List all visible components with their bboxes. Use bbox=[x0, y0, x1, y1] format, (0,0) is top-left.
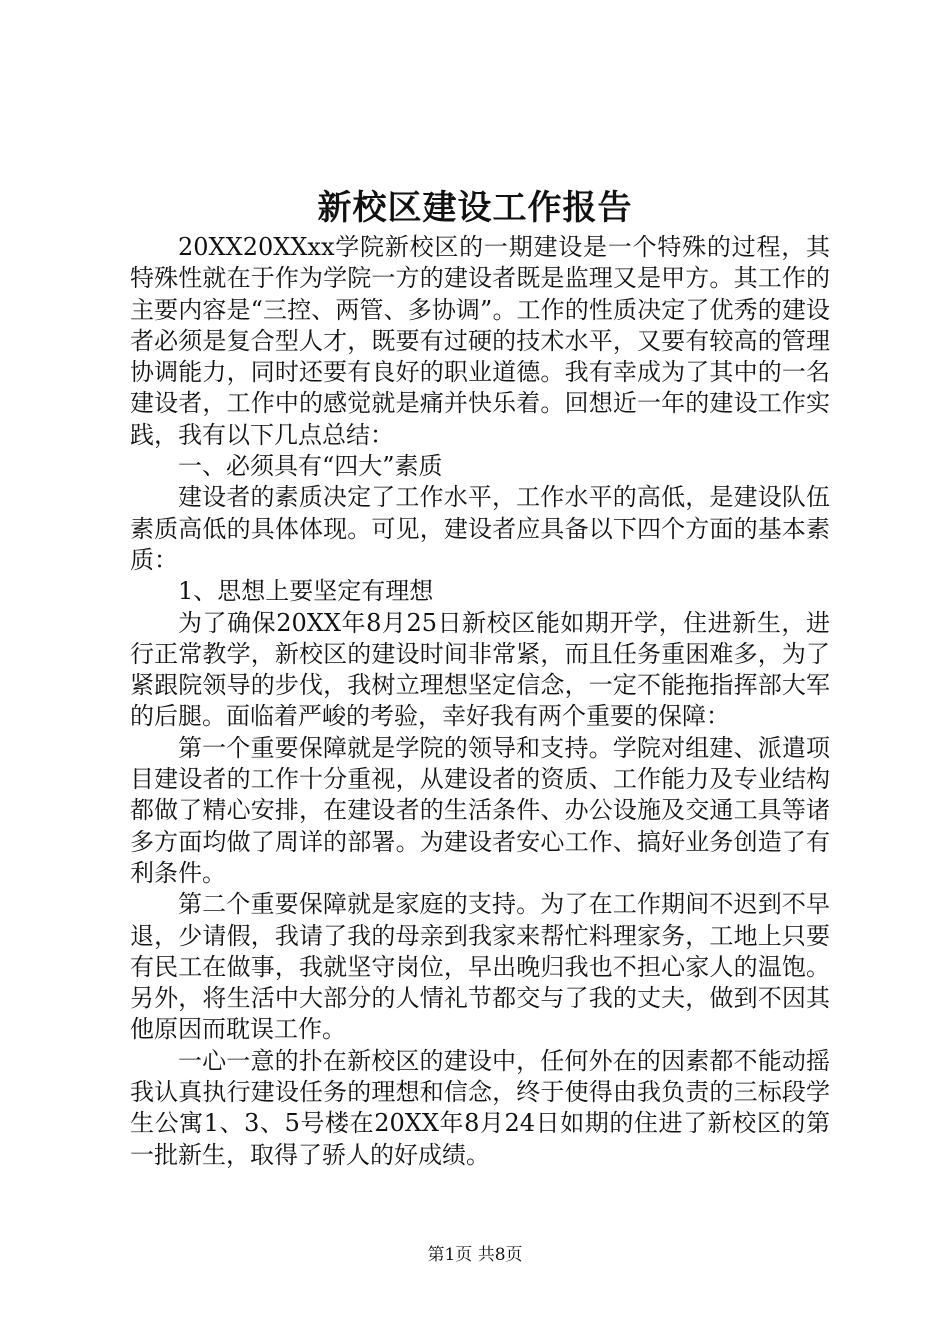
section-heading-1: 一、必须具有“四大”素质 bbox=[178, 452, 443, 481]
paragraph-quality: 建设者的素质决定了工作水平，工作水平的高低，是建设队伍素质高低的具体体现。可见，建设者应具备以下四个方面的基本素质： bbox=[130, 483, 830, 574]
paragraph-schedule: 为了确保20XX年8月25日新校区能如期开学，住进新生，进行正常教学，新校区的建设时间非常紧，而且任务重困难多，为了紧跟院领导的步伐，我树立理想坚定信念，一定不能拖指挥部大军的后腿。面临着严峻的考验，幸好我有两个重要的保障： bbox=[130, 608, 830, 731]
document-body bbox=[130, 232, 830, 1171]
document-title: 新校区建设工作报告 bbox=[317, 188, 633, 228]
paragraph-intro: 20XX20XXxx学院新校区的一期建设是一个特殊的过程，其特殊性就在于作为学院一方的建设者既是监理又是甲方。其工作的主要内容是“三控、两管、多协调”。工作的性质决定了优秀的建设者必须是复合型人才，既要有过硬的技术水平，又要有较高的管理协调能力，同时还要有良好的职业道德。我有幸成为了其中的一名建设者，工作中的感觉就是痛并快乐着。回想近一年的建设工作实践，我有以下几点总结： bbox=[130, 233, 830, 449]
paragraph-first-guarantee: 第一个重要保障就是学院的领导和支持。学院对组建、派遣项目建设者的工作十分重视，从建设者的资质、工作能力及专业结构都做了精心安排，在建设者的生活条件、办公设施及交通工具等诸多方面均做了周详的部署。为建设者安心工作、搞好业务创造了有利条件。 bbox=[130, 733, 830, 887]
page-number-footer: 第1页 共8页 bbox=[427, 1245, 523, 1265]
subsection-heading-1: 1、思想上要坚定有理想 bbox=[178, 577, 434, 606]
paragraph-result: 一心一意的扑在新校区的建设中，任何外在的因素都不能动摇我认真执行建设任务的理想和信念，终于使得由我负责的三标段学生公寓1、3、5号楼在20XX年8月24日如期的住进了新校区的第一批新生，取得了骄人的好成绩。 bbox=[130, 1046, 830, 1169]
paragraph-second-guarantee: 第二个重要保障就是家庭的支持。为了在工作期间不迟到不早退，少请假，我请了我的母亲到我家来帮忙料理家务，工地上只要有民工在做事，我就坚守岗位，早出晚归我也不担心家人的温饱。另外，将生活中大部分的人情礼节都交与了我的丈夫，做到不因其他原因而耽误工作。 bbox=[130, 890, 830, 1044]
